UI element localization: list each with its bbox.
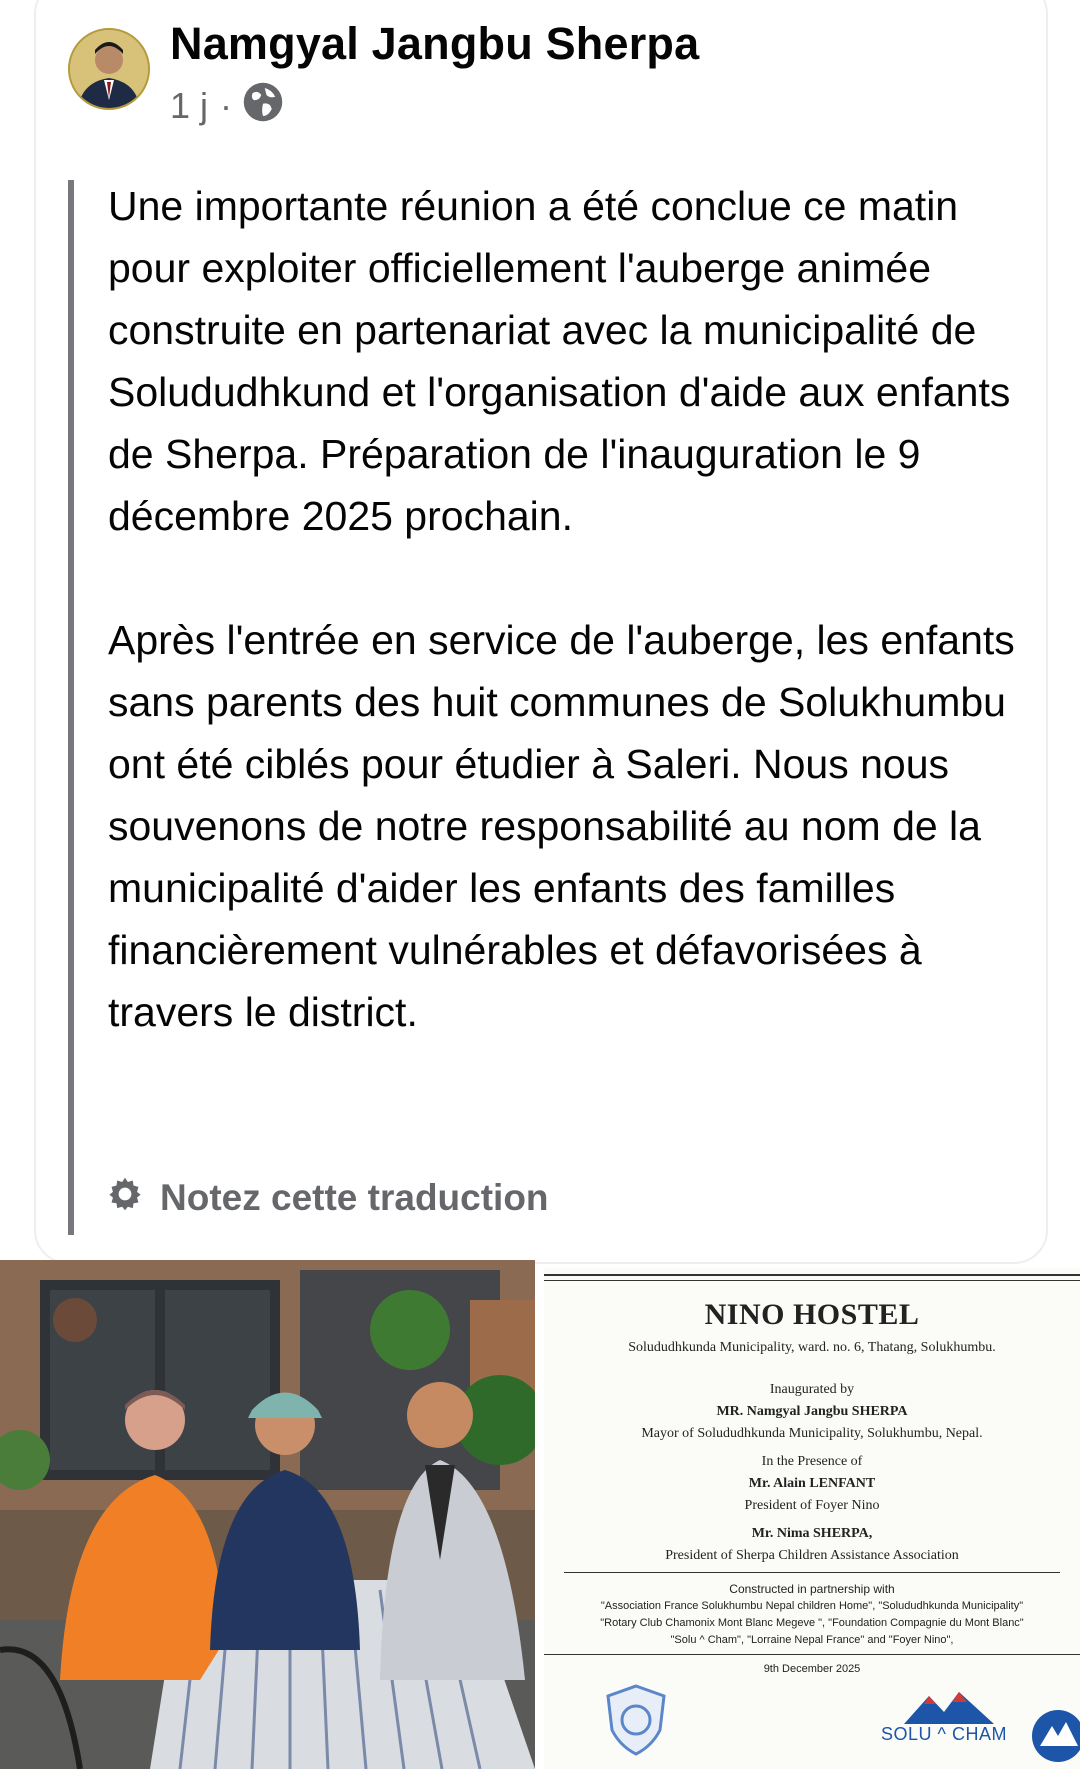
translation-quote-bar xyxy=(68,180,74,1235)
plaque-solucham-mountain-icon xyxy=(904,1690,994,1724)
plaque-address: Solududhkunda Municipality, ward. no. 6, Thatang, Solukhumbu. xyxy=(628,1340,996,1355)
plaque-mayor-name: MR. Namgyal Jangbu SHERPA xyxy=(716,1404,908,1419)
plaque-presence: In the Presence of xyxy=(761,1454,863,1469)
plaque-guest2-name: Mr. Nima SHERPA, xyxy=(751,1526,873,1541)
plaque-guest1-name: Mr. Alain LENFANT xyxy=(748,1476,876,1491)
plaque-top-rule xyxy=(544,1274,1080,1276)
plaque-partners-line2: "Rotary Club Chamonix Mont Blanc Megeve ", "Foundation Compagnie du Mont Blanc" xyxy=(600,1617,1024,1629)
plaque-partners-line3: "Solu ^ Cham", "Lorraine Nepal France" and "Foyer Nino", xyxy=(670,1634,954,1646)
globe-icon[interactable] xyxy=(242,81,284,132)
plaque-foundation-logo-icon xyxy=(604,1684,668,1756)
plaque-association-logo-icon xyxy=(1030,1708,1080,1764)
plaque-lower-rule xyxy=(544,1654,1080,1655)
plaque-date: 9th December 2025 xyxy=(763,1663,861,1675)
gear-icon xyxy=(108,1177,160,1220)
author-avatar[interactable] xyxy=(68,28,150,110)
plaque-partnership-heading: Constructed in partnership with xyxy=(729,1582,895,1596)
plaque-mid-rule xyxy=(564,1572,1060,1573)
meta-separator: · xyxy=(220,85,233,126)
post-photo-group[interactable] xyxy=(0,1260,535,1769)
plaque-solucham-text: SOLU ^ CHAM xyxy=(881,1724,1007,1744)
post-photo-plaque[interactable] xyxy=(544,1268,1080,1769)
plaque-partners-line1: "Association France Solukhumbu Nepal children Home", "Solududhkunda Municipality" xyxy=(600,1600,1024,1612)
rate-translation-label: Notez cette traduction xyxy=(160,1177,549,1218)
post-paragraph-2: Après l'entrée en service de l'auberge, les enfants sans parents des huit communes de Solukhumbu ont été ciblés pour étudier à Saleri. Nous nous souvenons de notre responsabilité au nom de la municipalité d'aider les enfants des familles financièrement vulnérables et défavorisées à travers le district. xyxy=(108,617,1015,1035)
plaque-mayor-role: Mayor of Solududhkunda Municipality, Solukhumbu, Nepal. xyxy=(641,1426,983,1441)
rate-translation-link[interactable] xyxy=(108,1172,549,1224)
post-paragraph-1: Une importante réunion a été conclue ce matin pour exploiter officiellement l'auberge animée construite en partenariat avec la municipalité de Solududhkund et l'organisation d'aide aux enfants de Sherpa. Préparation de l'inauguration le 9 décembre 2025 prochain. xyxy=(108,183,1011,539)
author-name[interactable]: Namgyal Jangbu Sherpa xyxy=(170,18,700,69)
post-time[interactable]: 1 j xyxy=(170,85,209,126)
post-meta xyxy=(170,82,284,130)
post-text xyxy=(108,175,1028,1043)
plaque-guest1-role: President of Foyer Nino xyxy=(744,1498,880,1513)
plaque-title: NINO HOSTEL xyxy=(704,1298,920,1331)
plaque-top-rule-thin xyxy=(544,1280,1080,1281)
plaque-inaugurated-by: Inaugurated by xyxy=(769,1382,855,1397)
plaque-guest2-role: President of Sherpa Children Assistance Association xyxy=(665,1548,959,1563)
